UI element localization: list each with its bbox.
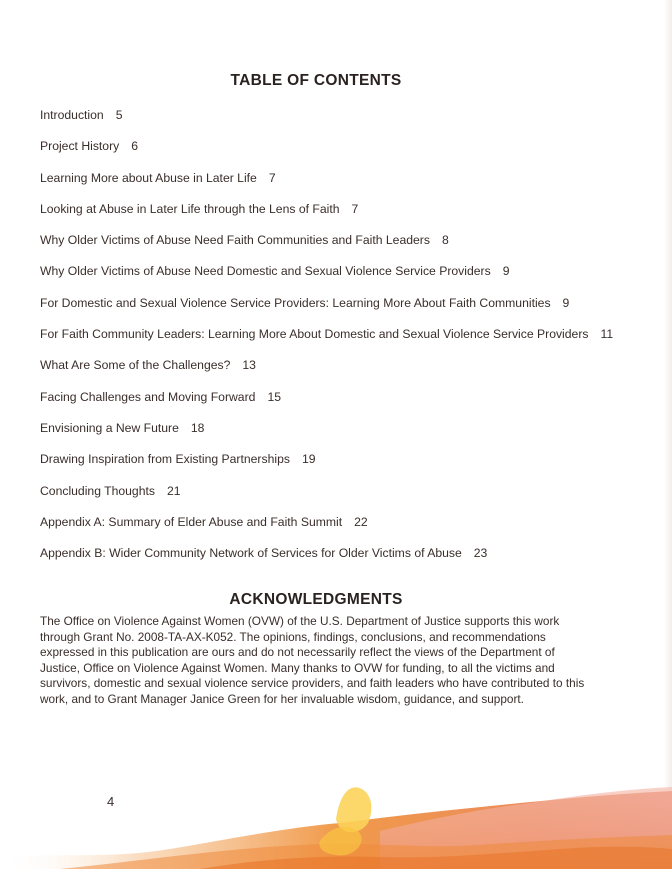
toc-entry[interactable] bbox=[40, 386, 640, 417]
toc-entry-title: Project History bbox=[40, 139, 120, 154]
toc-entry-page: 19 bbox=[301, 452, 316, 467]
toc-entry[interactable] bbox=[40, 167, 640, 198]
toc-entry-title: Why Older Victims of Abuse Need Domestic and Sexual Violence Service Providers bbox=[40, 264, 491, 279]
acknowledgments-title: ACKNOWLEDGMENTS bbox=[229, 591, 403, 608]
toc-entry-page: 8 bbox=[441, 233, 449, 248]
toc-entry[interactable] bbox=[40, 198, 640, 229]
toc-entry-page: 18 bbox=[190, 420, 205, 435]
toc-entry[interactable] bbox=[40, 448, 640, 479]
toc-entry[interactable] bbox=[40, 511, 640, 542]
toc-entry-title: Why Older Victims of Abuse Need Faith Communities and Faith Leaders bbox=[40, 233, 430, 248]
toc-title: TABLE OF CONTENTS bbox=[230, 72, 402, 89]
page-edge-shadow bbox=[664, 0, 672, 869]
toc-list bbox=[40, 104, 640, 573]
toc-entry-title: Introduction bbox=[40, 108, 104, 122]
toc-entry-title: For Faith Community Leaders: Learning More About Domestic and Sexual Violence Service Providers bbox=[40, 327, 589, 342]
toc-entry-page: 7 bbox=[351, 201, 359, 216]
toc-entry-title: Envisioning a New Future bbox=[40, 420, 179, 435]
toc-entry[interactable] bbox=[40, 104, 640, 135]
toc-entry-page: 7 bbox=[268, 170, 276, 185]
toc-entry[interactable] bbox=[40, 417, 640, 448]
acknowledgments-body: The Office on Violence Against Women (OVW) of the U.S. Department of Justice supports this work through Grant No. 2008-TA-AX-K052. The opinions, findings, conclusions, and recommendations expressed in this publication are ours and do not necessarily reflect the views of the Department of Justice, Office on Violence Against Women. Many thanks to OVW for funding, to all the victims and survivors, domestic and sexual violence service providers, and faith leaders who have contributed to this work, and to Grant Manager Janice Green for her invaluable wisdom, guidance, and support. bbox=[40, 614, 585, 706]
toc-entry-title: Concluding Thoughts bbox=[40, 483, 155, 498]
watercolor-decoration bbox=[0, 779, 672, 869]
toc-entry-page: 11 bbox=[600, 327, 614, 342]
toc-entry-title: What Are Some of the Challenges? bbox=[40, 358, 231, 373]
toc-entry[interactable] bbox=[40, 229, 640, 260]
toc-entry-page: 22 bbox=[354, 514, 368, 529]
toc-entry[interactable] bbox=[40, 542, 640, 573]
toc-entry-title: Facing Challenges and Moving Forward bbox=[40, 389, 256, 404]
toc-entry-page: 9 bbox=[562, 295, 570, 310]
toc-entry-title: Looking at Abuse in Later Life through the Lens of Faith bbox=[40, 201, 340, 216]
toc-entry[interactable] bbox=[40, 260, 640, 291]
toc-entry-page: 5 bbox=[115, 108, 123, 122]
toc-entry-page: 6 bbox=[131, 139, 139, 154]
toc-entry-title: Drawing Inspiration from Existing Partnerships bbox=[40, 452, 290, 467]
toc-entry-page: 23 bbox=[473, 546, 488, 561]
page-number: 4 bbox=[107, 794, 115, 809]
toc-entry-title: Learning More about Abuse in Later Life bbox=[40, 170, 257, 185]
toc-entry[interactable] bbox=[40, 135, 640, 166]
toc-entry-title: For Domestic and Sexual Violence Service Providers: Learning More About Faith Communities bbox=[40, 295, 551, 310]
toc-entry-title: Appendix B: Wider Community Network of Services for Older Victims of Abuse bbox=[40, 546, 462, 561]
toc-entry[interactable] bbox=[40, 480, 640, 511]
toc-entry[interactable] bbox=[40, 354, 640, 385]
toc-entry-page: 15 bbox=[267, 389, 281, 404]
toc-entry[interactable] bbox=[40, 292, 640, 323]
toc-entry-page: 13 bbox=[242, 358, 256, 373]
toc-entry-page: 21 bbox=[166, 483, 181, 498]
toc-entry-page: 9 bbox=[502, 264, 510, 279]
toc-entry-title: Appendix A: Summary of Elder Abuse and Faith Summit bbox=[40, 514, 343, 529]
toc-entry[interactable] bbox=[40, 323, 640, 354]
